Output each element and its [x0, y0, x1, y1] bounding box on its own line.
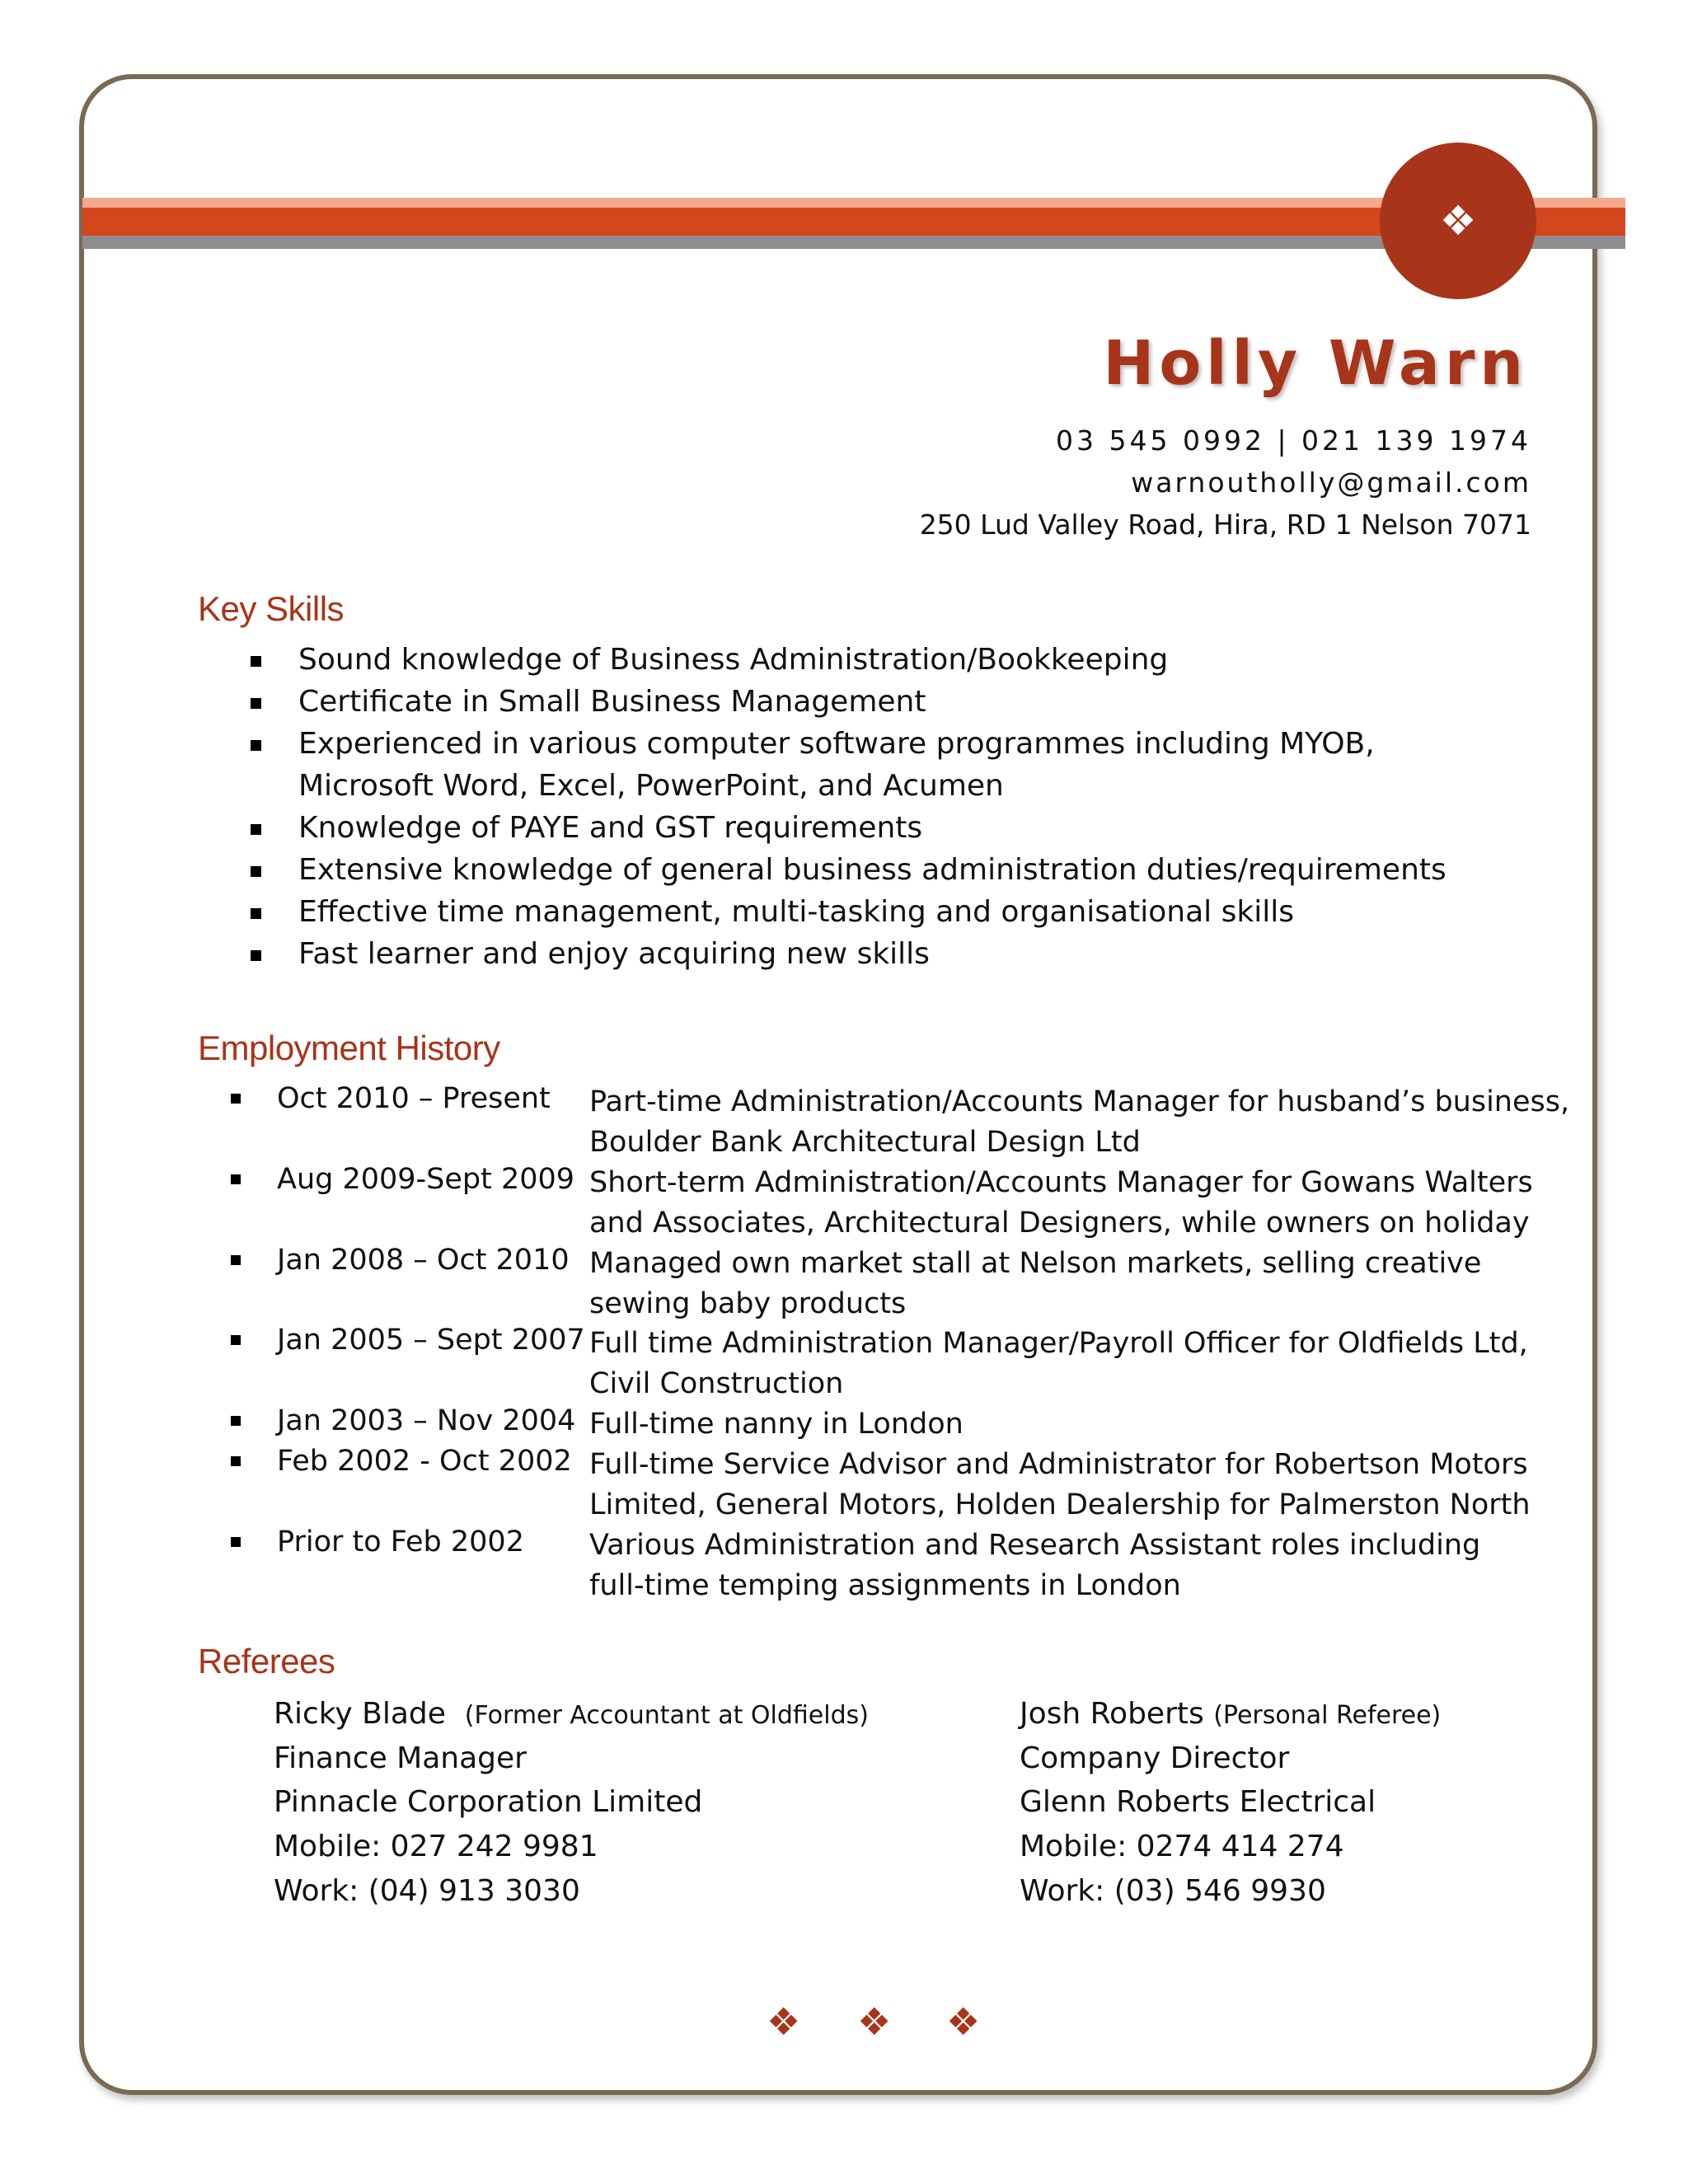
- header-emblem: [1380, 143, 1536, 299]
- contact-phone: 03 545 0992 | 021 139 1974: [1056, 424, 1531, 457]
- referee-2-company: Glenn Roberts Electrical: [1020, 1785, 1376, 1819]
- referee-2-work: Work: (03) 546 9930: [1020, 1874, 1326, 1908]
- employment-description: Full time Administration Manager/Payroll Officer for Oldfields Ltd, Civil Construction: [589, 1327, 1528, 1400]
- skill-item: Certificate in Small Business Management: [247, 685, 926, 719]
- skill-item: Effective time management, multi-tasking and organisational skills: [247, 895, 1294, 929]
- skill-item-continuation: Microsoft Word, Excel, PowerPoint, and Acumen: [298, 769, 1004, 803]
- bullet-icon: [247, 727, 298, 761]
- referee-2-name-line: Josh Roberts (Personal Referee): [1020, 1697, 1442, 1731]
- bullet-icon: [231, 1335, 241, 1345]
- referee-2-mobile: Mobile: 0274 414 274: [1020, 1830, 1344, 1863]
- section-heading-employment-history: Employment History: [198, 1029, 500, 1067]
- employment-date: Prior to Feb 2002: [277, 1526, 524, 1558]
- skill-item: Extensive knowledge of general business administration duties/requirements: [247, 853, 1447, 887]
- contact-email: warnoutholly@gmail.com: [1131, 466, 1531, 499]
- bullet-icon: [247, 937, 298, 971]
- employment-description: Short-term Administration/Accounts Manager for Gowans Walters and Associates, Architectural Designers, while owners on holiday: [589, 1166, 1533, 1240]
- bullet-icon: [231, 1255, 241, 1265]
- employment-description: Various Administration and Research Assistant roles including full-time temping assignments in London: [589, 1529, 1481, 1602]
- section-heading-key-skills: Key Skills: [198, 589, 345, 628]
- bullet-icon: [247, 643, 298, 677]
- diamond-ornament-icon: ❖: [1439, 197, 1477, 245]
- section-heading-referees: Referees: [198, 1642, 335, 1680]
- skill-item: Knowledge of PAYE and GST requirements: [247, 811, 922, 845]
- footer-diamond-ornament-icon: ❖: [857, 1999, 892, 2044]
- employment-date: Aug 2009-Sept 2009: [277, 1163, 575, 1196]
- bullet-icon: [247, 895, 298, 929]
- referee-1-mobile: Mobile: 027 242 9981: [274, 1830, 598, 1863]
- skill-item: Sound knowledge of Business Administration/Bookkeeping: [247, 643, 1168, 677]
- employment-date: Jan 2005 – Sept 2007: [277, 1324, 585, 1357]
- referee-2-title: Company Director: [1020, 1741, 1290, 1775]
- bullet-icon: [231, 1537, 241, 1547]
- referee-1-company: Pinnacle Corporation Limited: [274, 1785, 703, 1819]
- employment-description: Full-time nanny in London: [589, 1408, 964, 1441]
- employment-description: Full-time Service Advisor and Administrator for Robertson Motors Limited, General Motors, Holden Dealership for Palmerston North: [589, 1448, 1531, 1521]
- skill-item: Experienced in various computer software programmes including MYOB,: [247, 727, 1375, 761]
- contact-address: 250 Lud Valley Road, Hira, RD 1 Nelson 7071: [919, 509, 1531, 541]
- employment-date: Feb 2002 - Oct 2002: [277, 1445, 572, 1478]
- employment-date: Jan 2008 – Oct 2010: [277, 1244, 570, 1277]
- employment-description: Managed own market stall at Nelson markets, selling creative sewing baby products: [589, 1247, 1482, 1320]
- referee-1-title: Finance Manager: [274, 1741, 527, 1775]
- bullet-icon: [231, 1094, 241, 1104]
- bullet-icon: [231, 1174, 241, 1184]
- referee-1-work: Work: (04) 913 3030: [274, 1874, 580, 1908]
- employment-date: Oct 2010 – Present: [277, 1082, 551, 1115]
- employment-date: Jan 2003 – Nov 2004: [277, 1404, 576, 1437]
- candidate-name: Holly Warn: [1103, 328, 1528, 399]
- bullet-icon: [247, 685, 298, 719]
- bullet-icon: [231, 1456, 241, 1466]
- referee-1-name-line: Ricky Blade (Former Accountant at Oldfields): [274, 1697, 869, 1731]
- bullet-icon: [231, 1416, 241, 1426]
- bullet-icon: [247, 853, 298, 887]
- skill-item: Fast learner and enjoy acquiring new skills: [247, 937, 930, 971]
- footer-diamond-ornament-icon: ❖: [767, 1999, 801, 2044]
- bullet-icon: [247, 811, 298, 845]
- footer-diamond-ornament-icon: ❖: [946, 1999, 981, 2044]
- employment-description: Part-time Administration/Accounts Manager for husband’s business, Boulder Bank Architectural Design Ltd: [589, 1085, 1570, 1159]
